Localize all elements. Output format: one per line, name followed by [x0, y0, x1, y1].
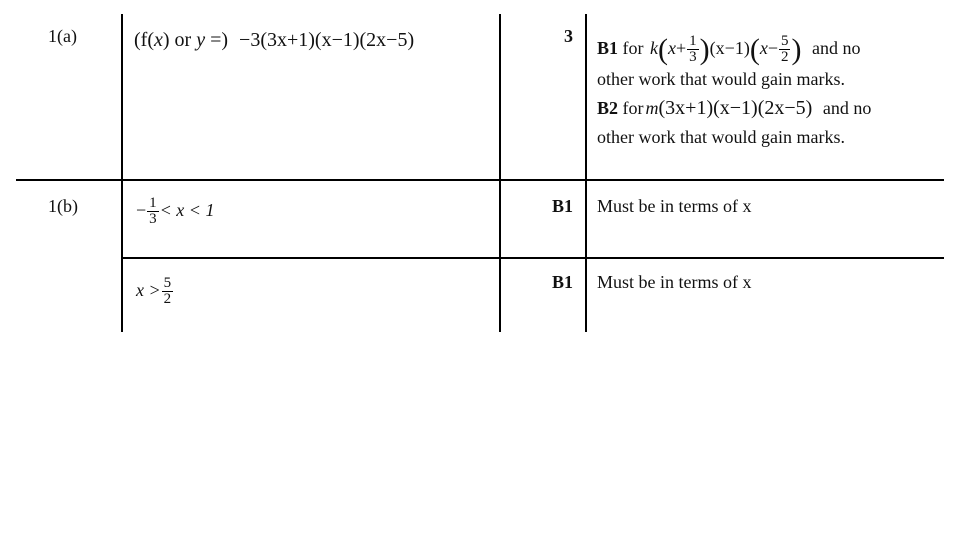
- answer-1a-end: =): [205, 29, 229, 51]
- notes-1a-b1-line: B1 for k(x+ $\frac{1}{3}$ )(x−1)(x− $\frac{5}{2}$ ) and no: [597, 32, 861, 66]
- notes-1a: [597, 34, 943, 152]
- b1-term2-var: x: [759, 38, 768, 58]
- b2-tail: and no: [822, 98, 872, 119]
- mark-1a: 3: [564, 26, 573, 46]
- b1-line2: other work that would gain marks.: [597, 69, 845, 90]
- column-divider-mark: [499, 14, 501, 332]
- row-divider-1: [16, 179, 944, 181]
- question-label-1b: 1(b): [48, 196, 78, 216]
- answer-1a-expression: −3(3x+1)(x−1)(2x−5): [239, 29, 415, 51]
- mark-1b-1: B1: [552, 196, 574, 216]
- answer-1a: [134, 26, 414, 55]
- note-1b-1: Must be in terms of x: [597, 196, 752, 216]
- b2-label: B2: [597, 98, 619, 119]
- answer-1b-rest: < x < 1: [159, 200, 215, 220]
- answer-1a-x: x: [153, 29, 163, 51]
- b1-middle: (x−1): [709, 38, 750, 58]
- b1-tail: and no: [811, 38, 861, 58]
- answer-1a-mid: ) or: [162, 29, 197, 51]
- answer-1b-inequality-2: [136, 276, 174, 307]
- column-divider-notes: [585, 14, 587, 332]
- column-divider-answer: [121, 14, 123, 332]
- b1-for: for: [622, 38, 644, 58]
- b1-term2-op: −: [767, 38, 778, 58]
- answer-1b-sign: −: [136, 200, 147, 220]
- answer-1b-inequality-1: [136, 196, 214, 227]
- answer-1b-frac: $\frac{1}{3}$: [149, 195, 157, 228]
- answer-1a-prefix: (f(: [134, 29, 154, 51]
- answer-1b2-lhs: x >: [136, 280, 161, 300]
- b2-expression: (3x+1)(x−1)(2x−5): [658, 97, 813, 120]
- b2-line2: other work that would gain marks.: [597, 127, 845, 148]
- b1-frac-five-halves: $\frac{5}{2}$: [780, 33, 789, 66]
- b2-m: m: [645, 98, 659, 119]
- b1-frac-one-third: $\frac{1}{3}$: [689, 33, 697, 66]
- b2-for: for: [622, 98, 644, 119]
- answer-1a-y: y: [196, 29, 206, 51]
- row-divider-2: [121, 257, 944, 259]
- b1-term1-op: +: [676, 38, 687, 58]
- mark-1b-2: B1: [552, 272, 574, 292]
- b1-k: k: [650, 38, 659, 58]
- notes-1a-b2-line: [597, 94, 943, 123]
- note-1b-2: Must be in terms of x: [597, 272, 752, 292]
- b1-label: B1: [597, 38, 619, 58]
- b1-term1-var: x: [668, 38, 677, 58]
- answer-1b2-frac: $\frac{5}{2}$: [163, 275, 172, 308]
- question-label-1a: 1(a): [48, 26, 77, 46]
